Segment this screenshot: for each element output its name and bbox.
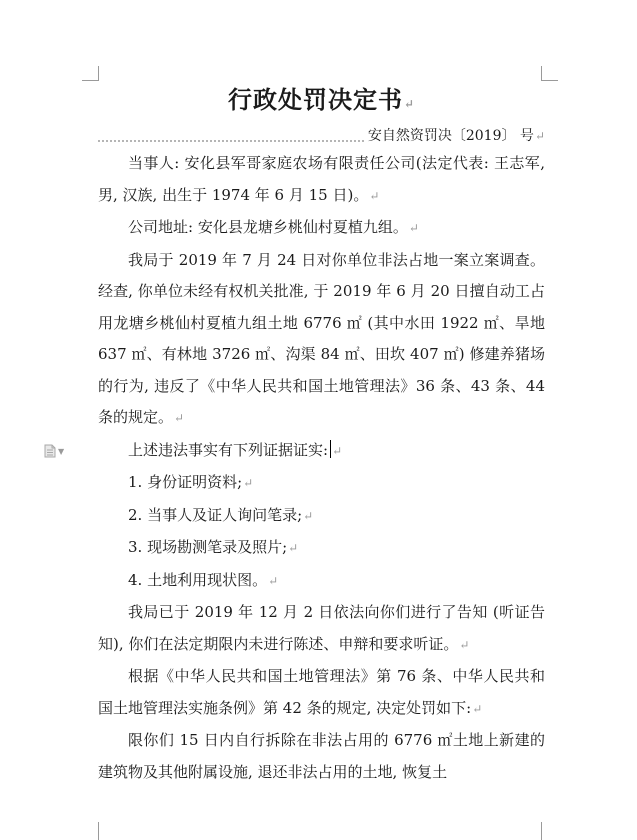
- evidence-item-text: 1. 身份证明资料;: [128, 473, 243, 491]
- paragraph-mark-icon: ↵: [369, 188, 380, 203]
- evidence-item[interactable]: [98, 532, 545, 565]
- party-paragraph[interactable]: [98, 148, 545, 212]
- paragraph-mark-icon: ↵: [332, 443, 343, 458]
- text-cursor: [330, 440, 331, 458]
- paragraph-mark-icon: ↵: [534, 129, 545, 143]
- penalty-text: 限你们 15 日内自行拆除在非法占用的 6776 ㎡土地上新建的建筑物及其他附属设施, 退还非法占用的土地, 恢复土: [98, 731, 545, 781]
- evidence-item[interactable]: [98, 565, 545, 598]
- evidence-item[interactable]: [98, 467, 545, 500]
- legal-basis-paragraph[interactable]: [98, 661, 545, 725]
- document-body[interactable]: [98, 80, 545, 788]
- facts-paragraph[interactable]: [98, 245, 545, 435]
- paragraph-mark-icon: ↵: [472, 701, 483, 716]
- paragraph-mark-icon: ↵: [459, 637, 470, 652]
- paragraph-mark-icon: ↵: [403, 97, 416, 111]
- paragraph-mark-icon: ↵: [243, 476, 254, 490]
- document-options-icon: [44, 444, 56, 458]
- notice-text: 我局已于 2019 年 12 月 2 日依法向你们进行了告知 (听证告知), 你们在法定期限内未进行陈述、申辩和要求听证。: [98, 603, 545, 653]
- document-title: [98, 82, 545, 122]
- document-number: 安自然资罚决〔2019〕 号: [367, 128, 534, 144]
- evidence-intro-paragraph[interactable]: [98, 435, 545, 468]
- chevron-down-icon: ▼: [58, 446, 65, 456]
- paragraph-mark-icon: ↵: [408, 221, 419, 235]
- evidence-item-text: 2. 当事人及证人询问笔录;: [128, 505, 303, 524]
- party-text: 当事人: 安化县军哥家庭农场有限责任公司(法定代表: 王志军, 男, 汉族, 出生于 1974 年 6 月 15 日)。: [98, 154, 545, 204]
- tab-leader-dots: [98, 131, 364, 142]
- document-number-line: [98, 124, 545, 148]
- paragraph-mark-icon: ↵: [288, 541, 299, 555]
- evidence-item-text: 3. 现场勘测笔录及照片;: [128, 538, 288, 556]
- crop-mark-bottom-left: [82, 822, 99, 840]
- crop-mark-bottom-right: [541, 822, 558, 840]
- document-title-text: 行政处罚决定书: [227, 85, 403, 114]
- paragraph-mark-icon: ↵: [268, 573, 279, 588]
- facts-text: 我局于 2019 年 7 月 24 日对你单位非法占地一案立案调查。经查, 你单位未经有权机关批准, 于 2019 年 6 月 20 日擅自动工占用龙塘乡桃仙村夏植九组土地 6776 ㎡ (其中水田 1922 ㎡、旱地 637 ㎡、有林地 3726 ㎡、沟渠 84 ㎡、田坎 407 ㎡) 修建养猪场的行为, 违反了《中华人民共和国土地管理法》36 条、43 条、44 条的规定。: [98, 250, 545, 426]
- evidence-intro-text: 上述违法事实有下列证据证实:: [128, 440, 329, 459]
- evidence-item-text: 4. 土地利用现状图。: [128, 570, 268, 589]
- notice-paragraph[interactable]: [98, 597, 545, 661]
- paragraph-mark-icon: ↵: [303, 508, 314, 523]
- crop-mark-top-left: [82, 66, 99, 81]
- penalty-paragraph[interactable]: [98, 725, 545, 788]
- paragraph-mark-icon: ↵: [174, 411, 185, 425]
- evidence-item[interactable]: [98, 500, 545, 533]
- address-paragraph[interactable]: [98, 212, 545, 245]
- crop-mark-top-right: [541, 66, 558, 81]
- address-text: 公司地址: 安化县龙塘乡桃仙村夏植九组。: [128, 218, 408, 236]
- document-options-button[interactable]: [44, 444, 66, 458]
- legal-basis-text: 根据《中华人民共和国土地管理法》第 76 条、中华人民共和国土地管理法实施条例》第 42 条的规定, 决定处罚如下:: [98, 667, 545, 717]
